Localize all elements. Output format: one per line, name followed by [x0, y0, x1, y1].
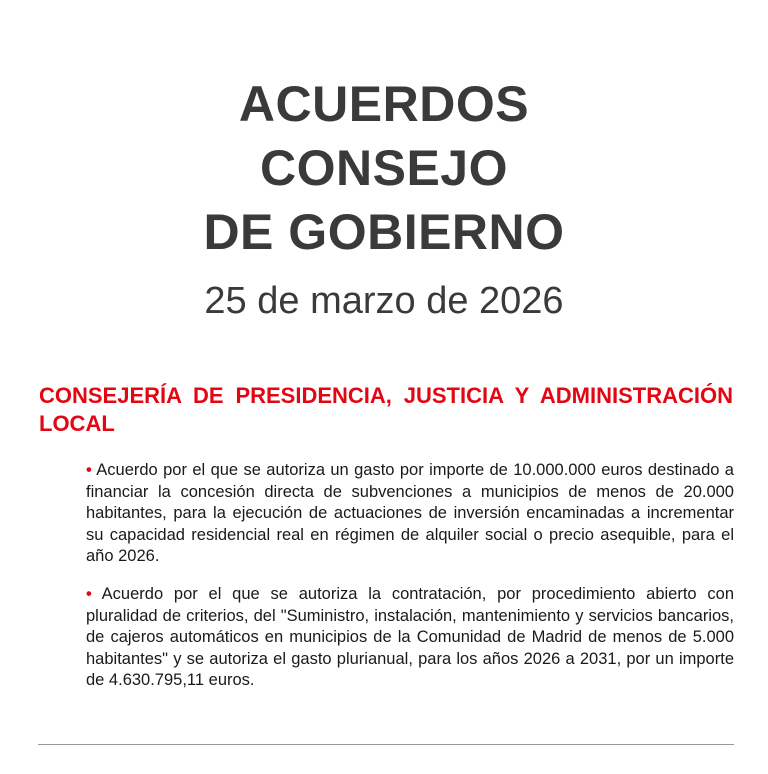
- agreement-list: [86, 460, 734, 705]
- list-item: [86, 460, 734, 568]
- title-line-2: CONSEJO: [259, 140, 508, 196]
- title-line-1: ACUERDOS: [238, 76, 530, 132]
- list-item: [86, 584, 734, 692]
- list-item-text: Acuerdo por el que se autoriza un gasto por importe de 10.000.000 euros destinado a financiar la concesión directa de subvenciones a municipios de menos de 20.000 habitantes, para la ejecución de actuaciones de inversión encaminadas a incrementar su capacidad residencial real en régimen de alquiler social o precio asequible, para el año 2026.: [86, 461, 734, 565]
- meeting-date: 25 de marzo de 2026: [204, 280, 564, 322]
- bullet-icon: •: [86, 585, 92, 603]
- page-title: [0, 72, 768, 264]
- divider: [38, 744, 734, 745]
- section-heading: CONSEJERÍA DE PRESIDENCIA, JUSTICIA Y ADMINISTRACIÓN LOCAL: [39, 383, 733, 436]
- list-item-text: Acuerdo por el que se autoriza la contratación, por procedimiento abierto con pluralidad de criterios, del "Suministro, instalación, mantenimiento y servicios bancarios, de cajeros automáticos en municipios de la Comunidad de Madrid de menos de 5.000 habitantes" y se autoriza el gasto plurianual, para los años 2026 a 2031, por un importe de 4.630.795,11 euros.: [86, 585, 734, 689]
- title-line-3: DE GOBIERNO: [203, 204, 565, 260]
- bullet-icon: •: [86, 461, 92, 479]
